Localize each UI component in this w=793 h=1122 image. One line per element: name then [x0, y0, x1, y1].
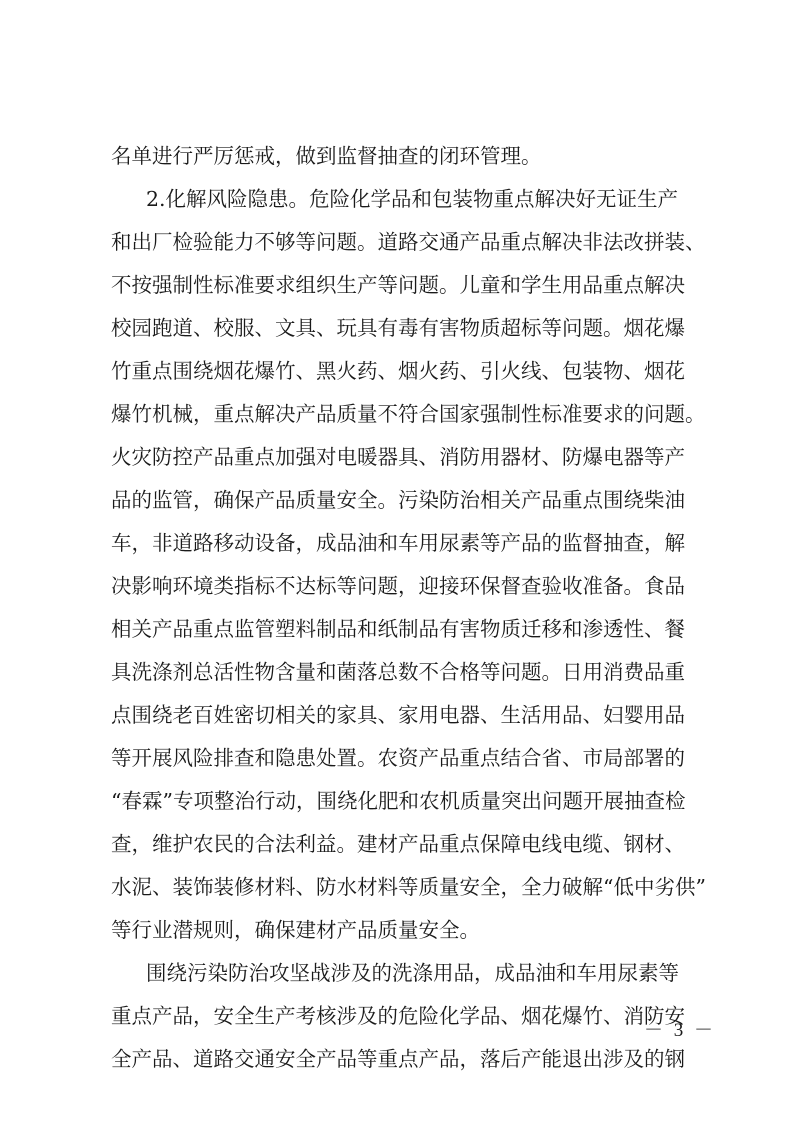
text-line: 品的监管，确保产品质量安全。污染防治相关产品重点围绕柴油	[111, 488, 685, 512]
text-line: 不按强制性标准要求组织生产等问题。儿童和学生用品重点解决	[111, 273, 685, 297]
text-line: 全产品、道路交通安全产品等重点产品，落后产能退出涉及的钢	[111, 1047, 685, 1071]
text-line: 查，维护农民的合法利益。建材产品重点保障电线电缆、钢材、	[111, 832, 685, 856]
text-line: 具洗涤剂总活性物含量和菌落总数不合格等问题。日用消费品重	[111, 660, 685, 684]
text-line: 重点产品，安全生产考核涉及的危险化学品、烟花爆竹、消防安	[111, 1004, 685, 1028]
text-line: 车，非道路移动设备，成品油和车用尿素等产品的监督抽查，解	[111, 531, 685, 555]
text-line: “春霖”专项整治行动，围绕化肥和农机质量突出问题开展抽查检	[111, 789, 686, 813]
text-line: 校园跑道、校服、文具、玩具有毒有害物质超标等问题。烟花爆	[111, 316, 685, 340]
text-line: 点围绕老百姓密切相关的家具、家用电器、生活用品、妇婴用品	[111, 703, 685, 727]
text-line: 水泥、装饰装修材料、防水材料等质量安全，全力破解“低中劣供”	[111, 875, 706, 899]
text-line: 等开展风险排查和隐患处置。农资产品重点结合省、市局部署的	[111, 746, 685, 770]
text-line: 等行业潜规则，确保建材产品质量安全。	[111, 918, 480, 942]
text-line: 名单进行严厉惩戒，做到监督抽查的闭环管理。	[111, 144, 542, 168]
text-line: 相关产品重点监管塑料制品和纸制品有害物质迁移和渗透性、餐	[111, 617, 685, 641]
text-line: 火灾防控产品重点加强对电暖器具、消防用器材、防爆电器等产	[111, 445, 685, 469]
text-line: 爆竹机械，重点解决产品质量不符合国家强制性标准要求的问题。	[111, 402, 706, 426]
text-line: 围绕污染防治攻坚战涉及的洗涤用品，成品油和车用尿素等	[146, 961, 679, 985]
text-line: 2.化解风险隐患。危险化学品和包装物重点解决好无证生产	[146, 187, 679, 211]
text-line: 竹重点围绕烟花爆竹、黑火药、烟火药、引火线、包装物、烟花	[111, 359, 685, 383]
page-number: － 3 －	[643, 1020, 716, 1041]
text-line: 决影响环境类指标不达标等问题，迎接环保督查验收准备。食品	[111, 574, 685, 598]
text-line: 和出厂检验能力不够等问题。道路交通产品重点解决非法改拼装、	[111, 230, 706, 254]
